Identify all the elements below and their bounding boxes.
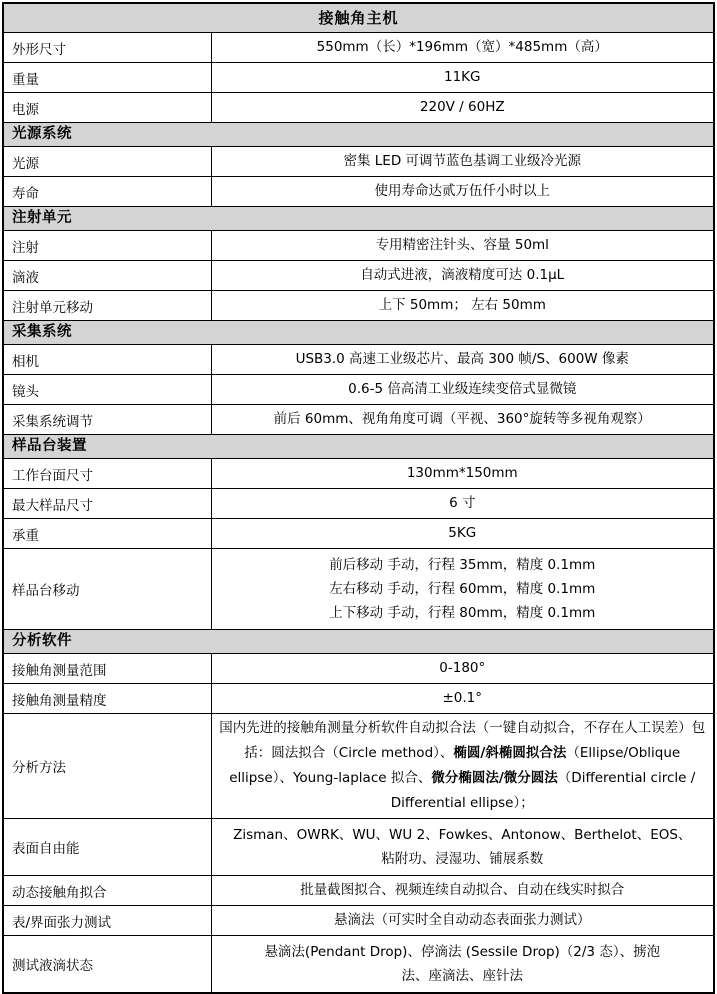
row-value: 上下 50mm； 左右 50mm bbox=[211, 291, 714, 321]
row-label: 相机 bbox=[3, 345, 211, 375]
table-row bbox=[3, 291, 714, 321]
value-segment-bold: 椭圆/斜椭圆拟合法 bbox=[453, 745, 567, 761]
section-header-acquisition-system: 采集系统 bbox=[3, 321, 714, 345]
row-value: 5KG bbox=[211, 519, 714, 549]
table-row bbox=[3, 93, 714, 123]
table-row bbox=[3, 654, 714, 684]
section-header-sample-stage-device: 样品台装置 bbox=[3, 435, 714, 459]
value-line: 粘附功、浸湿功、铺展系数 bbox=[381, 851, 544, 867]
row-value: 130mm*150mm bbox=[211, 459, 714, 489]
table-row bbox=[3, 261, 714, 291]
row-label: 采集系统调节 bbox=[3, 405, 211, 435]
row-value bbox=[211, 936, 714, 994]
value-segment: （Differential circle / Differential ellipse）； bbox=[390, 770, 696, 811]
row-value bbox=[211, 714, 714, 819]
row-label: 外形尺寸 bbox=[3, 33, 211, 63]
row-value: 220V / 60HZ bbox=[211, 93, 714, 123]
row-label: 表/界面张力测试 bbox=[3, 906, 211, 936]
section-header-row bbox=[3, 630, 714, 654]
value-line: 法、座滴法、座针法 bbox=[401, 968, 523, 984]
row-label: 接触角测量范围 bbox=[3, 654, 211, 684]
spec-sheet-page bbox=[0, 2, 717, 984]
table-row bbox=[3, 519, 714, 549]
row-label: 样品台移动 bbox=[3, 549, 211, 630]
table-row bbox=[3, 459, 714, 489]
row-label: 重量 bbox=[3, 63, 211, 93]
table-row bbox=[3, 33, 714, 63]
row-value bbox=[211, 549, 714, 630]
page-title: 接触角主机 bbox=[3, 3, 714, 33]
table-row bbox=[3, 231, 714, 261]
row-value: 专用精密注针头、容量 50ml bbox=[211, 231, 714, 261]
table-row bbox=[3, 684, 714, 714]
section-header-light-source-system: 光源系统 bbox=[3, 123, 714, 147]
row-label: 承重 bbox=[3, 519, 211, 549]
row-label: 测试液滴状态 bbox=[3, 936, 211, 994]
specification-table bbox=[2, 2, 715, 994]
row-label: 最大样品尺寸 bbox=[3, 489, 211, 519]
value-segment-bold: 微分椭圆法/微分圆法 bbox=[431, 770, 558, 786]
section-header-row bbox=[3, 123, 714, 147]
row-label: 分析方法 bbox=[3, 714, 211, 819]
row-label: 表面自由能 bbox=[3, 819, 211, 876]
row-label: 光源 bbox=[3, 147, 211, 177]
row-value: 自动式进液，滴液精度可达 0.1μL bbox=[211, 261, 714, 291]
table-title-row bbox=[3, 3, 714, 33]
row-value: 前后 60mm、视角角度可调（平视、360°旋转等多视角观察） bbox=[211, 405, 714, 435]
value-segment: 国内先进的接触角测量分析软件自动拟合法（一键自动拟合，不存在人工误差）包括：圆法拟合（Circle method）、 bbox=[219, 720, 706, 761]
table-row bbox=[3, 549, 714, 630]
row-label: 工作台面尺寸 bbox=[3, 459, 211, 489]
section-header-row bbox=[3, 207, 714, 231]
row-label: 注射单元移动 bbox=[3, 291, 211, 321]
row-label: 注射 bbox=[3, 231, 211, 261]
row-value: 0-180° bbox=[211, 654, 714, 684]
value-segment: （Ellipse/Oblique ellipse）、Young-laplace 拟合、 bbox=[229, 745, 681, 786]
row-value: 使用寿命达贰万伍仟小时以上 bbox=[211, 177, 714, 207]
row-value: 批量截图拟合、视频连续自动拟合、自动在线实时拟合 bbox=[211, 876, 714, 906]
value-line: 上下移动 手动，行程 80mm，精度 0.1mm bbox=[329, 605, 596, 621]
row-value: 0.6-5 倍高清工业级连续变倍式显微镜 bbox=[211, 375, 714, 405]
section-header-row bbox=[3, 321, 714, 345]
row-value: USB3.0 高速工业级芯片、最高 300 帧/S、600W 像素 bbox=[211, 345, 714, 375]
row-label: 接触角测量精度 bbox=[3, 684, 211, 714]
table-row bbox=[3, 147, 714, 177]
row-value bbox=[211, 819, 714, 876]
value-line: Zisman、OWRK、WU、WU 2、Fowkes、Antonow、Berthelot、EOS、 bbox=[233, 827, 692, 843]
row-value: ±0.1° bbox=[211, 684, 714, 714]
row-value: 11KG bbox=[211, 63, 714, 93]
table-row bbox=[3, 906, 714, 936]
section-header-analysis-software: 分析软件 bbox=[3, 630, 714, 654]
value-line: 悬滴法(Pendant Drop)、停滴法 (Sessile Drop)（2/3 态）、掳泡 bbox=[264, 944, 661, 960]
row-value: 密集 LED 可调节蓝色基调工业级冷光源 bbox=[211, 147, 714, 177]
row-label: 寿命 bbox=[3, 177, 211, 207]
table-row bbox=[3, 177, 714, 207]
table-row bbox=[3, 876, 714, 906]
table-row bbox=[3, 489, 714, 519]
row-label: 滴液 bbox=[3, 261, 211, 291]
table-row bbox=[3, 936, 714, 994]
row-label: 镜头 bbox=[3, 375, 211, 405]
table-row bbox=[3, 345, 714, 375]
specification-table-body bbox=[3, 3, 714, 993]
table-row bbox=[3, 375, 714, 405]
row-value: 悬滴法（可实时全自动动态表面张力测试） bbox=[211, 906, 714, 936]
value-line: 前后移动 手动，行程 35mm，精度 0.1mm bbox=[329, 557, 596, 573]
row-label: 电源 bbox=[3, 93, 211, 123]
row-value: 6 寸 bbox=[211, 489, 714, 519]
value-line: 左右移动 手动，行程 60mm，精度 0.1mm bbox=[329, 581, 596, 597]
table-row bbox=[3, 405, 714, 435]
section-header-row bbox=[3, 435, 714, 459]
row-value: 550mm（长）*196mm（宽）*485mm（高） bbox=[211, 33, 714, 63]
section-header-injection-unit: 注射单元 bbox=[3, 207, 714, 231]
table-row bbox=[3, 819, 714, 876]
table-row bbox=[3, 714, 714, 819]
row-label: 动态接触角拟合 bbox=[3, 876, 211, 906]
table-row bbox=[3, 63, 714, 93]
